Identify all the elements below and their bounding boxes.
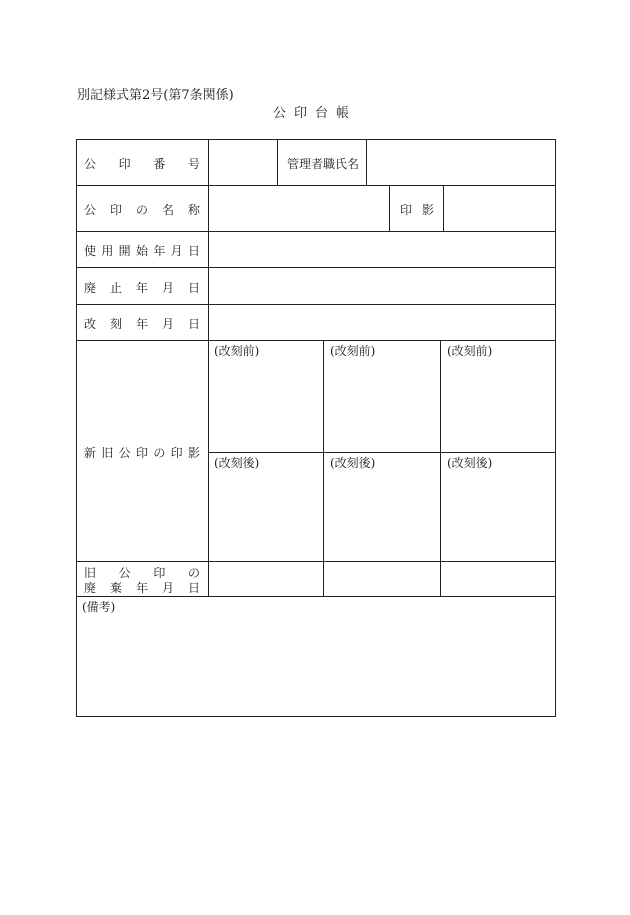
row-divider <box>77 304 555 305</box>
column-divider <box>208 140 209 596</box>
column-divider <box>323 340 324 596</box>
after-label: (改刻後) <box>214 456 260 470</box>
row-divider <box>77 596 555 597</box>
column-divider <box>440 340 441 596</box>
form-title: 公印台帳 <box>272 106 357 121</box>
seal-number-label: 公 印 番 号 <box>84 157 200 171</box>
seal-name-label: 公 印 の 名 称 <box>84 203 200 217</box>
form-caption: 別記様式第2号(第7条関係) <box>77 88 234 103</box>
manager-title-name-label: 管理者職氏名 <box>287 157 360 171</box>
remarks-label: (備考) <box>82 600 116 614</box>
disposal-date-label-line1: 旧 公 印 の <box>84 566 200 580</box>
row-divider <box>208 452 555 453</box>
row-divider <box>77 185 555 186</box>
after-label: (改刻後) <box>330 456 376 470</box>
row-divider <box>77 231 555 232</box>
start-date-label: 使 用 開 始 年 月 日 <box>84 244 200 258</box>
column-divider <box>366 140 367 185</box>
before-label: (改刻前) <box>214 344 260 358</box>
before-label: (改刻前) <box>330 344 376 358</box>
new-old-impression-label: 新 旧 公 印 の 印 影 <box>84 446 200 460</box>
disposal-date-label-line2: 廃 棄 年 月 日 <box>84 581 200 595</box>
column-divider <box>443 185 444 231</box>
seal-impression-label: 印 影 <box>400 203 434 217</box>
row-divider <box>77 267 555 268</box>
row-divider <box>77 340 555 341</box>
before-label: (改刻前) <box>447 344 493 358</box>
abolish-date-label: 廃 止 年 月 日 <box>84 281 200 295</box>
column-divider <box>389 185 390 231</box>
seal-ledger-table <box>76 139 556 717</box>
after-label: (改刻後) <box>447 456 493 470</box>
recarve-date-label: 改 刻 年 月 日 <box>84 317 200 331</box>
row-divider <box>77 561 555 562</box>
column-divider <box>277 140 278 185</box>
